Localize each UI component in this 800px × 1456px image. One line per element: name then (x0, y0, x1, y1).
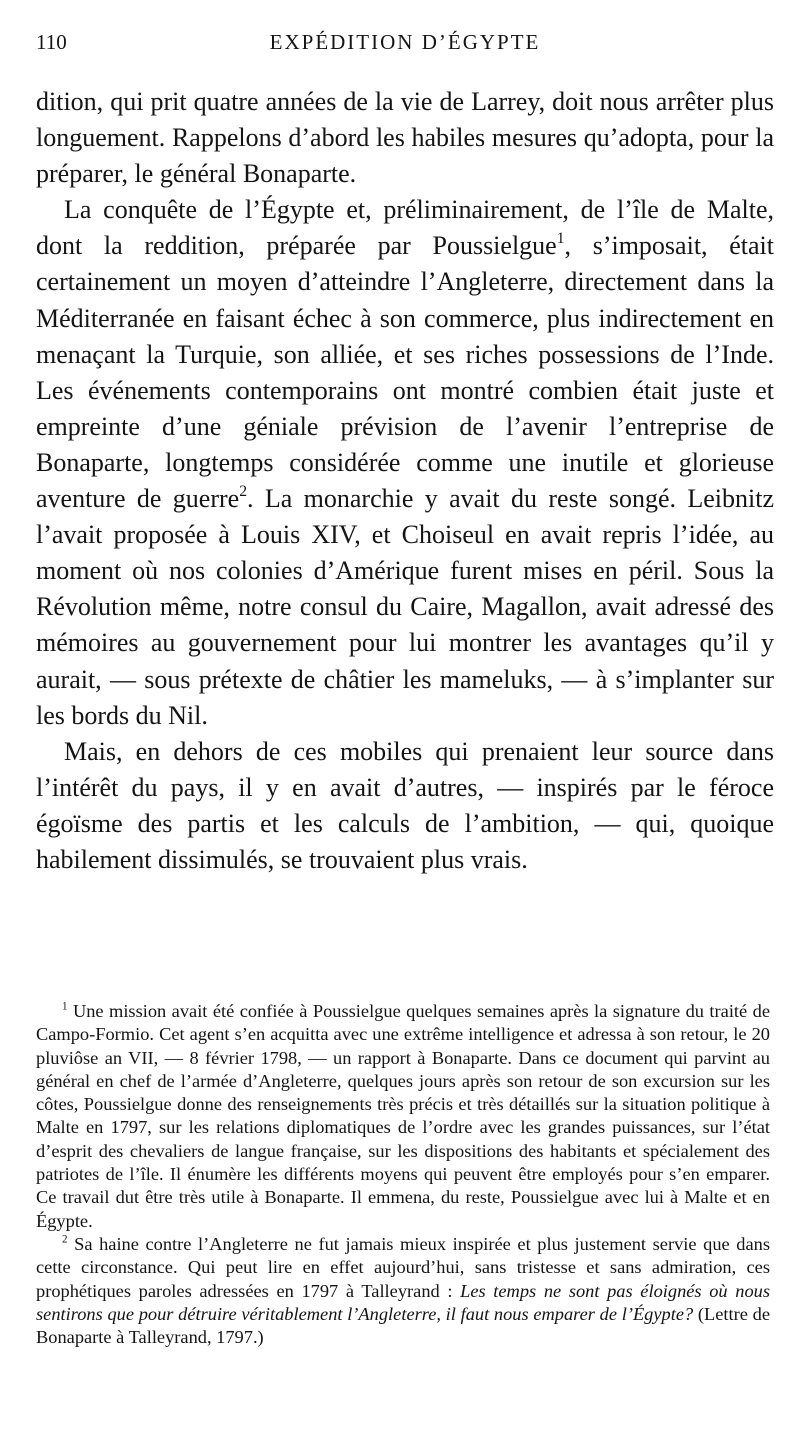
paragraph-3: Mais, en dehors de ces mobiles qui prenaient leur source dans l’intérêt du pays, il y en avait d’autres, — inspirés par le féroce égoïsme des partis et les calculs de l’ambition, — qui, quoique habilement dissimulés, se trouvaient plus vrais. (36, 736, 774, 874)
running-head (36, 30, 774, 66)
footnote-2-text: Sa haine contre l’Angleterre ne fut jamais mieux inspirée et plus justement servie que dans cette circonstance. Qui peut lire en effet aujourd’hui, sans tristesse et sans admiration, ces prophétiques paroles adressées en 1797 à Talleyrand : (36, 1233, 770, 1301)
footnote-ref-2: 2 (239, 483, 247, 501)
footnote-marker-1: 1 (62, 1000, 68, 1013)
footnote-2 (36, 1233, 770, 1349)
paragraph-2-part-1: La conquête de l’Égypte et, préliminairement, de l’île de Malte, dont la reddition, préparée par Poussielgue (36, 195, 774, 261)
footnote-2-quote: Les temps ne sont pas éloignés où nous sentirons que pour détruire véritablement l’Angleterre, il faut nous emparer de l’Égypte? (36, 1280, 770, 1324)
main-text (36, 84, 774, 878)
footnote-1-text: Une mission avait été confiée à Poussielgue quelques semaines après la signature du traité de Campo-Formio. Cet agent s’en acquitta avec une extrême intelligence et adressa à son retour, le 20 pluviôse an VII, — 8 février 1798, — un rapport à Bonaparte. Dans ce document qui parvint au général en chef de l’armée d’Angleterre, quelques jours après son retour de son excursion sur les côtes, Poussielgue donne des renseignements très précis et très détaillés sur la situation politique à Malte en 1797, sur les relations diplomatiques de l’ordre avec les grandes puissances, sur l’état d’esprit des chevaliers de langue française, sur les dispositions des habitants et spécialement des patriotes de l’île. Il énumère les différents moyens qui peuvent être employés pour s’en emparer. Ce travail dut être très utile à Bonaparte. Il emmena, du reste, Poussielgue avec lui à Malte et en Égypte. (36, 1001, 770, 1231)
footnote-1 (36, 1000, 770, 1233)
footnote-marker-2: 2 (62, 1233, 68, 1246)
page-number: 110 (36, 30, 67, 54)
paragraph-2-part-3: . La monarchie y avait du reste songé. Leibnitz l’avait proposée à Louis XIV, et Choiseul en avait repris l’idée, au moment où nos colonies d’Amérique furent mises en péril. Sous la Révolution même, notre consul du Caire, Magallon, avait adressé des mémoires au gouvernement pour lui montrer les avantages qu’il y aurait, — sous prétexte de châtier les mameluks, — à s’implanter sur les bords du Nil. (36, 484, 774, 730)
footnote-ref-1: 1 (556, 230, 565, 248)
footnotes (36, 1000, 770, 1349)
footnote-2-source: (Lettre de Bonaparte à Talleyrand, 1797.) (36, 1303, 770, 1348)
paragraph-2-part-2: , s’imposait, était certainement un moyen d’atteindre l’Angleterre, directement dans la Méditerranée en faisant échec à son commerce, plus indirectement en menaçant la Turquie, son alliée, et ses riches possessions de l’Inde. Les événements contemporains ont montré combien était juste et empreinte d’une géniale prévision de l’avenir l’entreprise de Bonaparte, longtemps considérée comme une inutile et glorieuse aventure de guerre (36, 231, 774, 514)
running-title: EXPÉDITION D’ÉGYPTE (269, 30, 541, 54)
paragraph-2 (36, 192, 774, 733)
paragraph-1: dition, qui prit quatre années de la vie de Larrey, doit nous arrêter plus longuement. Rappelons d’abord les habiles mesures qu’adopta, pour la préparer, le général Bonaparte. (36, 87, 774, 189)
